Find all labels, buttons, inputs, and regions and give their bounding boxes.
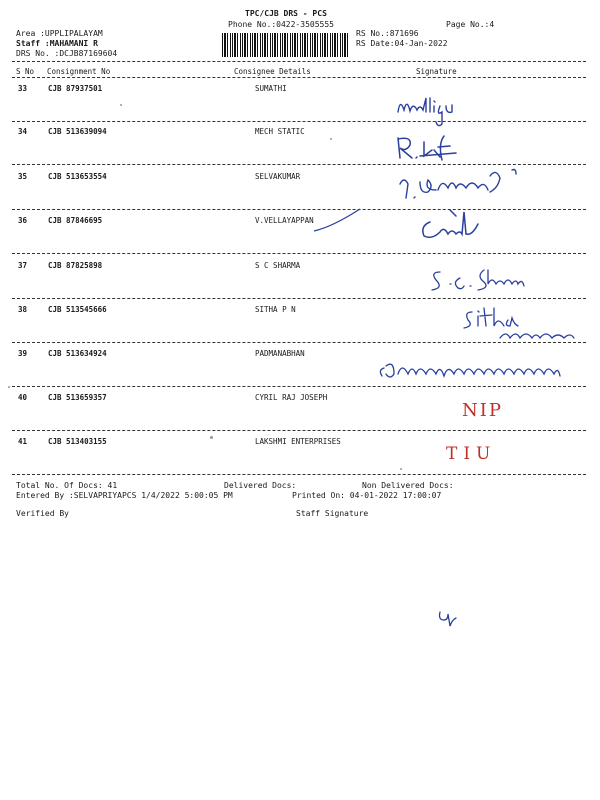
row-sno: 39 — [18, 349, 28, 358]
divider — [12, 61, 586, 62]
signature-padmanabhan — [360, 352, 590, 392]
staff-signature-label: Staff Signature — [296, 509, 369, 518]
row-divider — [12, 474, 586, 475]
divider — [12, 77, 586, 78]
row-sno: 37 — [18, 261, 28, 270]
row-consignment: CJB 513634924 — [48, 349, 107, 358]
row-sno: 40 — [18, 393, 28, 402]
handwritten-nip: NIP — [462, 400, 503, 421]
signature-stroke — [312, 205, 362, 235]
signature-selvakumar — [360, 166, 590, 206]
col-consignee: Consignee Details — [234, 67, 311, 76]
row-consignee: S C SHARMA — [255, 261, 301, 270]
row-consignment: CJB 513653554 — [48, 172, 107, 181]
page-number: Page No.:4 — [446, 20, 495, 29]
row-consignment: CJB 513403155 — [48, 437, 107, 446]
row-consignee: MECH STATIC — [255, 127, 305, 136]
signature-mech-static — [360, 130, 590, 170]
scan-speck — [120, 104, 122, 106]
scan-speck — [210, 436, 213, 439]
scan-speck — [330, 138, 332, 140]
row-consignment: CJB 513659357 — [48, 393, 107, 402]
rs-date: RS Date:04-Jan-2022 — [356, 39, 448, 48]
table-row — [0, 437, 600, 451]
barcode — [222, 33, 350, 57]
row-sno: 33 — [18, 84, 28, 93]
phone-number: Phone No.:0422-3505555 — [228, 20, 334, 29]
col-sno: S No — [16, 67, 35, 76]
printed-on: Printed On: 04-01-2022 17:00:07 — [292, 491, 442, 500]
row-consignment: CJB 513545666 — [48, 305, 107, 314]
staff-label: Staff :MAHAMANI R — [16, 39, 98, 48]
row-consignment: CJB 87825898 — [48, 261, 103, 270]
signature-sumathi — [360, 88, 590, 128]
row-consignment: CJB 87937501 — [48, 84, 103, 93]
total-docs: Total No. Of Docs: 41 — [16, 481, 118, 490]
row-sno: 41 — [18, 437, 28, 446]
signature-vellayappan — [360, 208, 590, 248]
row-consignee: SELVAKUMAR — [255, 172, 301, 181]
row-sno: 38 — [18, 305, 28, 314]
row-consignment: CJB 87846695 — [48, 216, 103, 225]
col-signature: Signature — [416, 67, 457, 76]
row-sno: 34 — [18, 127, 28, 136]
pen-mark — [436, 608, 460, 632]
row-consignee: CYRIL RAJ JOSEPH — [255, 393, 328, 402]
rs-number: RS No.:871696 — [356, 29, 419, 38]
row-consignment: CJB 513639094 — [48, 127, 107, 136]
row-consignee: SUMATHI — [255, 84, 287, 93]
signature-sitha — [360, 304, 590, 344]
signature-sharma — [360, 260, 590, 300]
row-sno: 36 — [18, 216, 28, 225]
row-divider — [12, 430, 586, 431]
handwritten-tiu: TIU — [446, 444, 497, 464]
col-consignment: Consignment No — [47, 67, 111, 76]
verified-by: Verified By — [16, 509, 69, 518]
row-consignee: PADMANABHAN — [255, 349, 305, 358]
row-consignee: SITHA P N — [255, 305, 296, 314]
drs-number: DRS No. :DCJB87169604 — [16, 49, 118, 58]
row-consignee: V.VELLAYAPPAN — [255, 216, 314, 225]
row-divider — [12, 253, 586, 254]
delivered-docs: Delivered Docs: — [224, 481, 297, 490]
scan-speck — [400, 468, 402, 470]
non-delivered-docs: Non Delivered Docs: — [362, 481, 454, 490]
entered-by: Entered By :SELVAPRIYAPCS 1/4/2022 5:00:05 PM — [16, 491, 233, 500]
scan-speck — [8, 386, 10, 388]
area-label: Area :UPPLIPALAYAM — [16, 29, 103, 38]
table-row — [0, 393, 600, 407]
row-sno: 35 — [18, 172, 28, 181]
document-title: TPC/CJB DRS - PCS — [245, 9, 327, 18]
row-consignee: LAKSHMI ENTERPRISES — [255, 437, 341, 446]
